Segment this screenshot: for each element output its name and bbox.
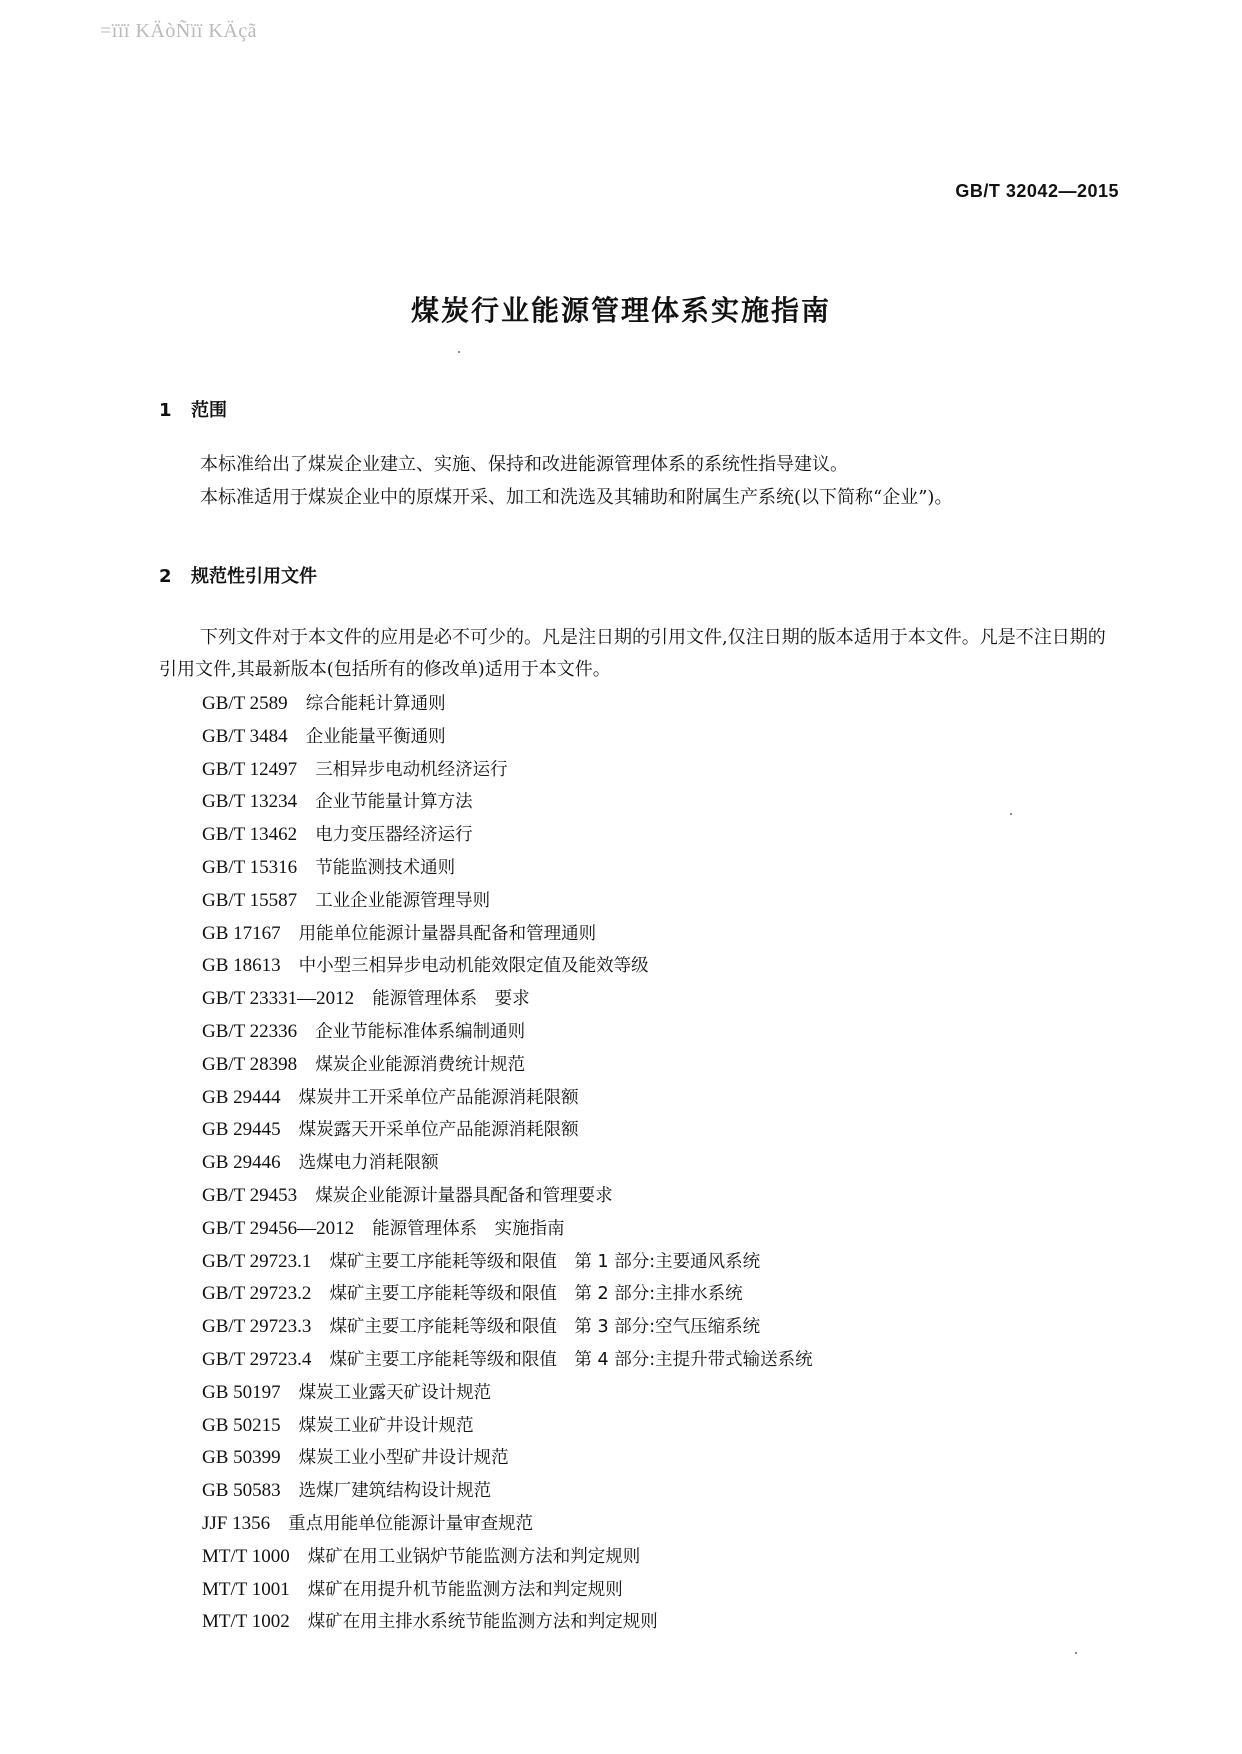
section-number: 1 [159, 400, 172, 421]
reference-title: 工业企业能源管理导则 [315, 890, 491, 911]
reference-list [202, 688, 813, 1639]
reference-code: JJF 1356 [202, 1512, 271, 1534]
reference-code: GB/T 12497 [202, 758, 298, 780]
reference-title: 能源管理体系 实施指南 [372, 1218, 565, 1239]
reference-code: GB 18613 [202, 955, 281, 977]
reference-item [202, 1147, 813, 1180]
reference-title: 企业能量平衡通则 [305, 726, 446, 747]
reference-title: 煤炭企业能源消费统计规范 [315, 1054, 526, 1075]
reference-title: 中小型三相异步电动机能效限定值及能效等级 [298, 956, 649, 977]
section-number: 2 [159, 566, 172, 587]
reference-title: 重点用能单位能源计量审查规范 [288, 1513, 534, 1534]
reference-code: MT/T 1001 [202, 1578, 290, 1600]
reference-item [202, 1016, 813, 1049]
section-2-heading [159, 562, 317, 588]
reference-title: 煤炭井工开采单位产品能源消耗限额 [298, 1087, 579, 1108]
reference-title: 煤矿在用工业锅炉节能监测方法和判定规则 [307, 1546, 641, 1567]
reference-code: GB/T 29723.2 [202, 1283, 312, 1305]
reference-item [202, 1574, 813, 1607]
reference-title: 煤炭工业露天矿设计规范 [298, 1382, 492, 1403]
reference-title: 煤矿主要工序能耗等级和限值 第 1 部分:主要通风系统 [329, 1251, 761, 1272]
reference-title: 企业节能量计算方法 [315, 792, 473, 813]
reference-code: GB 50215 [202, 1414, 281, 1436]
reference-code: GB/T 29453 [202, 1184, 298, 1206]
reference-code: GB/T 23331—2012 [202, 988, 355, 1010]
reference-title: 三相异步电动机经济运行 [315, 759, 508, 780]
reference-title: 煤炭工业小型矿井设计规范 [298, 1448, 509, 1469]
reference-item [202, 1311, 813, 1344]
reference-item [202, 688, 813, 721]
section-title: 规范性引用文件 [191, 566, 317, 587]
reference-title: 电力变压器经济运行 [315, 825, 473, 846]
reference-code: GB 29446 [202, 1152, 281, 1174]
reference-title: 煤炭工业矿井设计规范 [298, 1415, 474, 1436]
reference-item [202, 1442, 813, 1475]
reference-item [202, 1410, 813, 1443]
reference-code: GB/T 13462 [202, 824, 298, 846]
reference-title: 企业节能标准体系编制通则 [315, 1021, 526, 1042]
reference-code: GB/T 28398 [202, 1053, 298, 1075]
reference-code: GB/T 22336 [202, 1020, 298, 1042]
reference-item [202, 1180, 813, 1213]
reference-code: GB 29444 [202, 1086, 281, 1108]
scan-speck [458, 351, 460, 353]
reference-item [202, 852, 813, 885]
reference-item [202, 983, 813, 1016]
scan-speck [1010, 813, 1012, 815]
reference-item [202, 786, 813, 819]
reference-code: GB 17167 [202, 922, 281, 944]
reference-item [202, 754, 813, 787]
reference-title: 煤炭企业能源计量器具配备和管理要求 [315, 1185, 613, 1206]
reference-item [202, 1278, 813, 1311]
reference-code: GB/T 29456—2012 [202, 1217, 355, 1239]
reference-code: GB 50197 [202, 1381, 281, 1403]
normative-references-intro: 下列文件对于本文件的应用是必不可少的。凡是注日期的引用文件,仅注日期的版本适用于本文件。凡是不注日期的引用文件,其最新版本(包括所有的修改单)适用于本文件。 [159, 627, 1106, 680]
reference-code: GB/T 3484 [202, 725, 288, 747]
reference-item [202, 1606, 813, 1639]
reference-item [202, 885, 813, 918]
reference-title: 节能监测技术通则 [315, 857, 456, 878]
reference-item [202, 1114, 813, 1147]
reference-title: 煤矿主要工序能耗等级和限值 第 2 部分:主排水系统 [329, 1284, 743, 1305]
reference-item [202, 1246, 813, 1279]
reference-item [202, 1377, 813, 1410]
reference-title: 综合能耗计算通则 [305, 694, 446, 714]
reference-code: MT/T 1000 [202, 1545, 290, 1567]
reference-code: GB 50583 [202, 1480, 281, 1502]
reference-item [202, 1344, 813, 1377]
scope-paragraph-1: 本标准给出了煤炭企业建立、实施、保持和改进能源管理体系的系统性指导建议。 [200, 454, 848, 475]
reference-item [202, 918, 813, 951]
reference-title: 煤矿主要工序能耗等级和限值 第 4 部分:主提升带式输送系统 [329, 1349, 813, 1370]
reference-title: 选煤电力消耗限额 [298, 1153, 439, 1174]
page-watermark: =ïïï KÄòÑïï KÄçã [100, 20, 258, 42]
reference-title: 煤矿在用提升机节能监测方法和判定规则 [307, 1579, 623, 1600]
reference-code: GB 50399 [202, 1447, 281, 1469]
standard-number: GB/T 32042—2015 [955, 181, 1119, 201]
section-title: 范围 [191, 400, 227, 421]
reference-title: 煤矿主要工序能耗等级和限值 第 3 部分:空气压缩系统 [329, 1317, 761, 1338]
reference-title: 煤炭露天开采单位产品能源消耗限额 [298, 1120, 579, 1141]
scope-paragraph-2: 本标准适用于煤炭企业中的原煤开采、加工和洗选及其辅助和附属生产系统(以下简称“企业”)。 [200, 487, 953, 508]
reference-code: GB/T 29723.4 [202, 1348, 312, 1370]
reference-title: 选煤厂建筑结构设计规范 [298, 1481, 492, 1502]
reference-item [202, 1541, 813, 1574]
reference-item [202, 721, 813, 754]
reference-code: GB/T 15587 [202, 889, 298, 911]
reference-code: GB/T 29723.1 [202, 1250, 312, 1272]
reference-item [202, 1213, 813, 1246]
reference-item [202, 1508, 813, 1541]
reference-code: GB/T 15316 [202, 856, 298, 878]
scan-speck [1075, 1652, 1077, 1654]
reference-code: GB/T 13234 [202, 791, 298, 813]
reference-item [202, 1475, 813, 1508]
reference-item [202, 1082, 813, 1115]
reference-item [202, 819, 813, 852]
reference-title: 能源管理体系 要求 [372, 989, 530, 1010]
reference-title: 煤矿在用主排水系统节能监测方法和判定规则 [307, 1612, 658, 1633]
document-title: 煤炭行业能源管理体系实施指南 [410, 294, 831, 327]
reference-code: GB/T 29723.3 [202, 1316, 312, 1338]
reference-title: 用能单位能源计量器具配备和管理通则 [298, 923, 597, 944]
section-1-heading [159, 396, 227, 422]
reference-code: MT/T 1002 [202, 1611, 290, 1633]
reference-item [202, 950, 813, 983]
reference-code: GB/T 2589 [202, 693, 288, 714]
reference-code: GB 29445 [202, 1119, 281, 1141]
reference-item [202, 1049, 813, 1082]
